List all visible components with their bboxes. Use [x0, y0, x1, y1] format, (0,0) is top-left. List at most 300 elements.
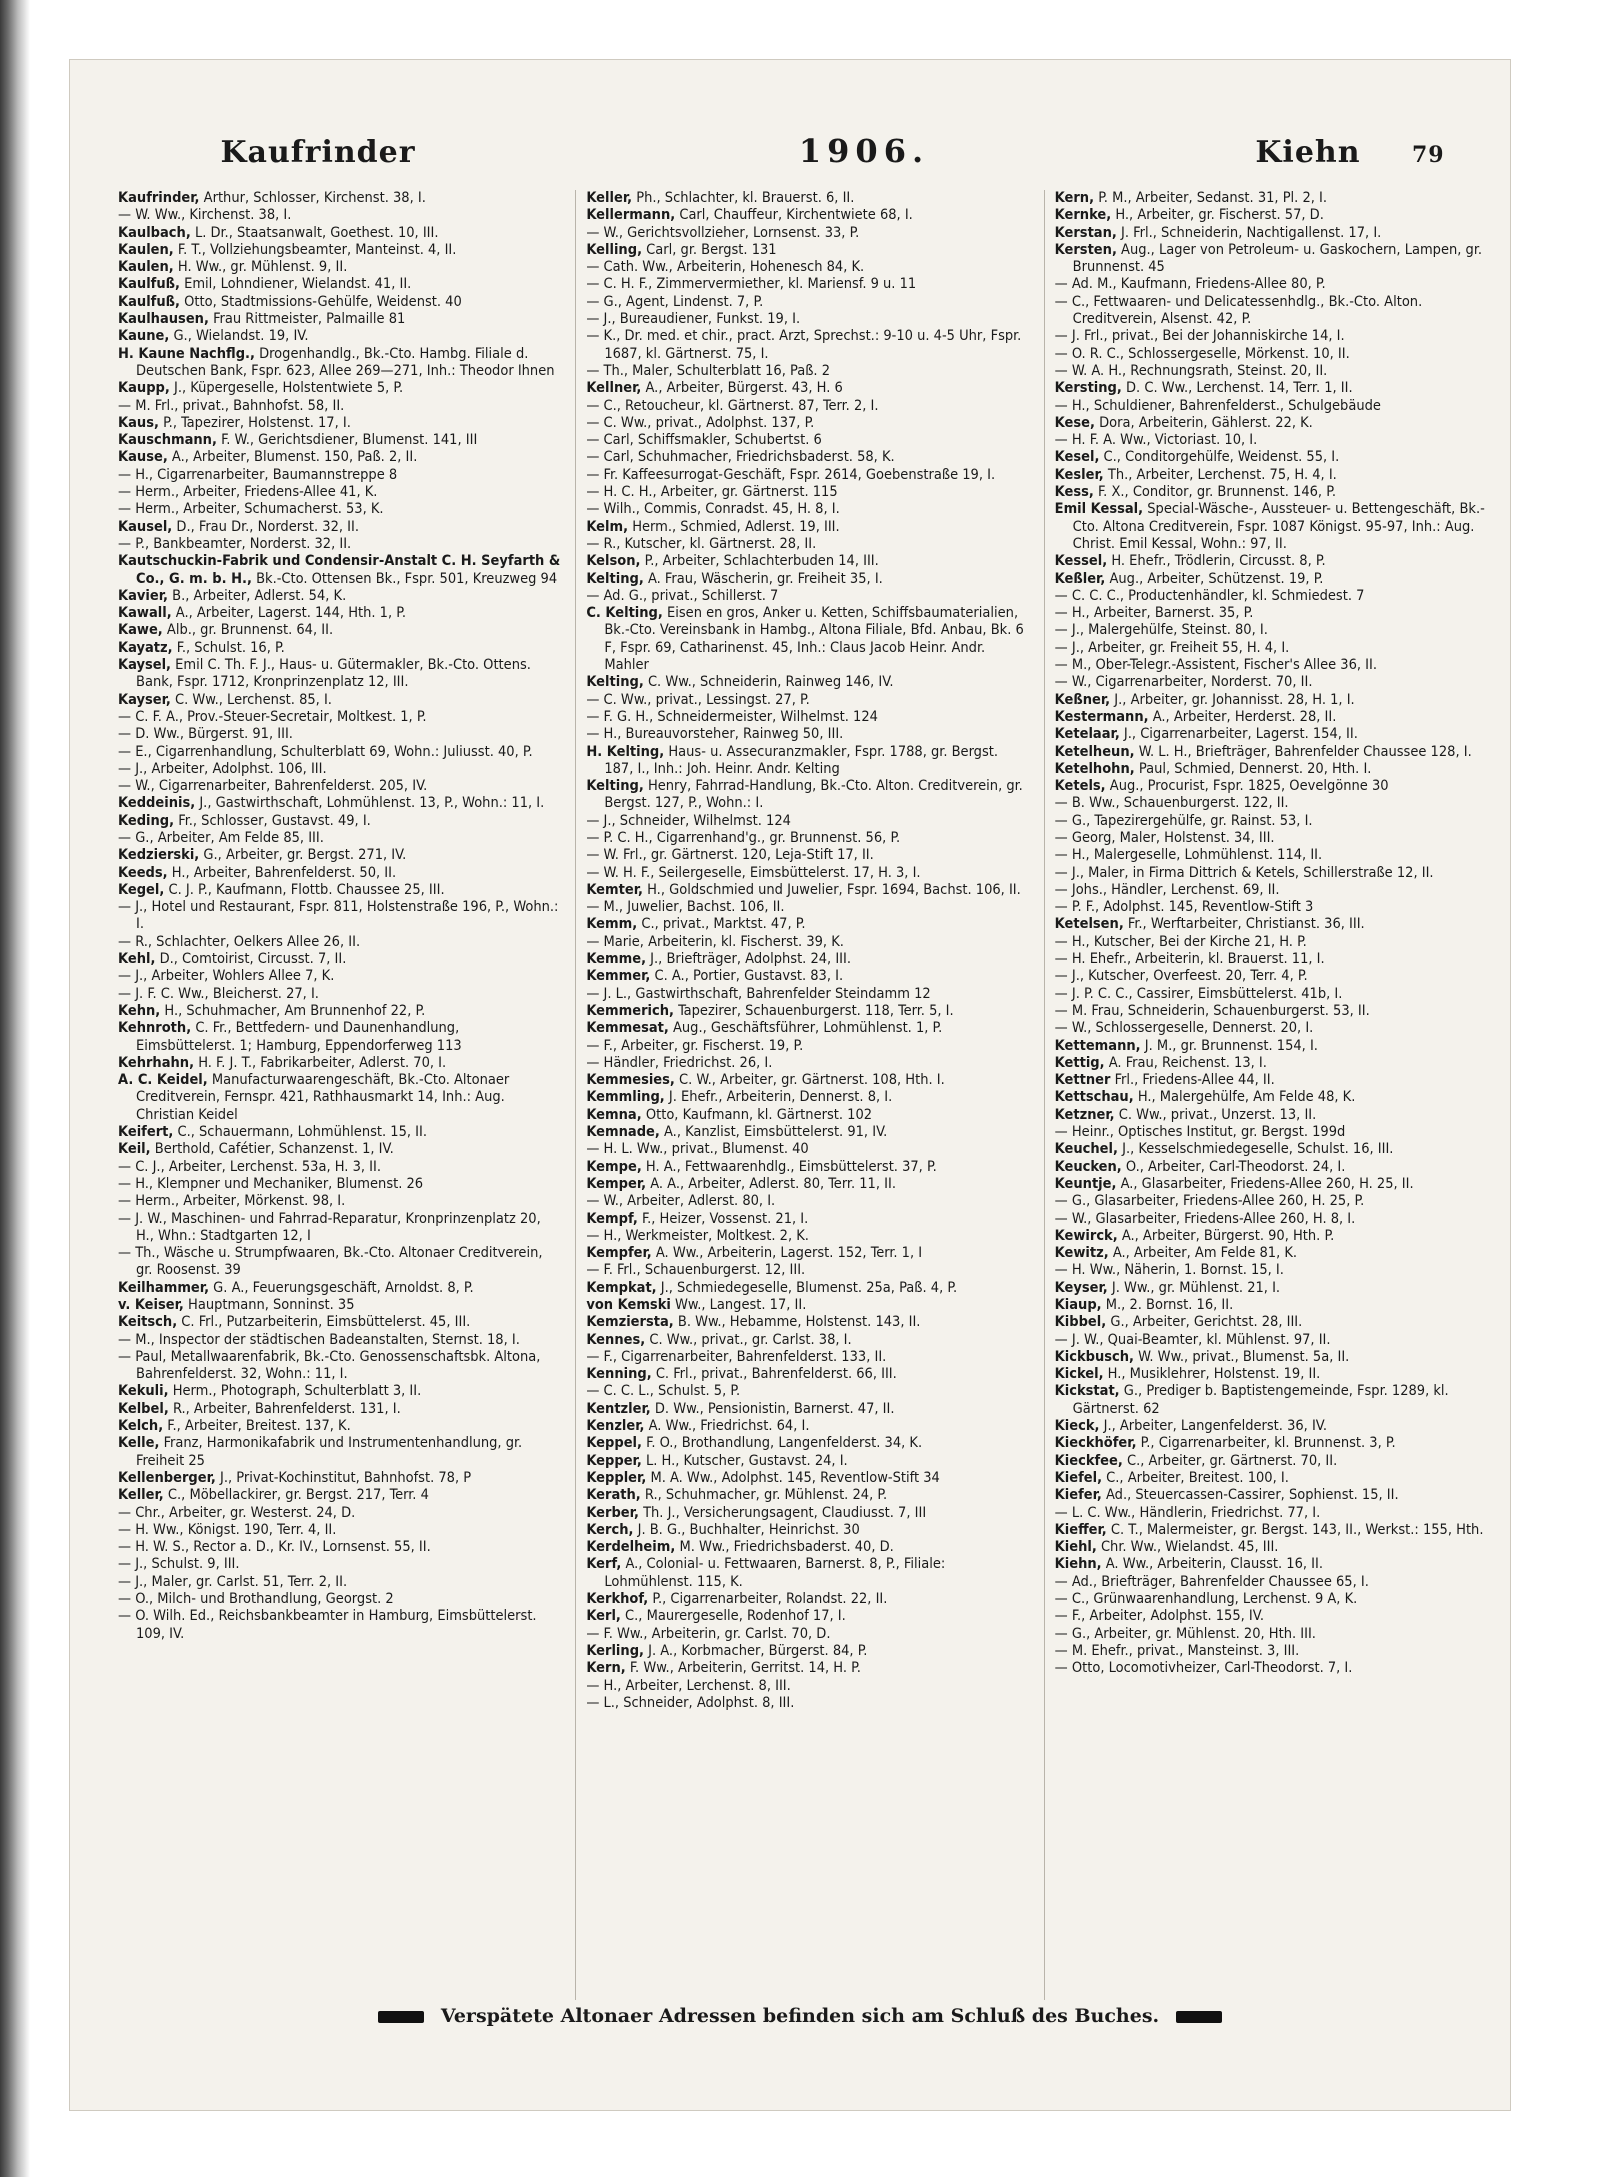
entry-name: Kayser, — [118, 691, 171, 708]
directory-entry — [1055, 276, 1498, 293]
directory-entry — [586, 899, 1029, 916]
directory-entry — [118, 1487, 561, 1504]
entry-name: Kiaup, — [1054, 1297, 1102, 1313]
entry-name: Kemmesies, — [586, 1072, 675, 1089]
directory-entry — [118, 1332, 561, 1349]
directory-entry — [118, 640, 561, 657]
directory-entry — [1055, 795, 1498, 812]
directory-entry — [118, 986, 561, 1003]
entry-name: Kickbusch, — [1054, 1348, 1135, 1365]
directory-entry — [118, 311, 561, 328]
entry-details: F., Heizer, Vossenst. 21, I. — [637, 1210, 809, 1227]
page-number: 79 — [1411, 142, 1445, 168]
entry-details: — G., Arbeiter, gr. Mühlenst. 20, Hth. III. — [1054, 1625, 1316, 1642]
entry-details: Aug., Geschäftsführer, Lohmühlenst. 1, P. — [668, 1020, 943, 1037]
entry-details: H., Musiklehrer, Holstenst. 19, II. — [1103, 1366, 1321, 1383]
directory-entry — [118, 795, 561, 812]
directory-entry — [586, 1349, 1029, 1366]
directory-entry — [118, 968, 561, 985]
entry-name: Kedzierski, — [118, 847, 200, 864]
directory-entry — [118, 847, 561, 864]
entry-name: Kese, — [1054, 414, 1095, 431]
directory-entry — [1055, 778, 1498, 795]
entry-details: Chr. Ww., Wielandst. 45, III. — [1096, 1539, 1279, 1556]
entry-name: Kehrhahn, — [118, 1054, 195, 1071]
directory-entry — [586, 415, 1029, 432]
entry-details: C. Frl., privat., Bahrenfelderst. 66, III. — [651, 1366, 897, 1383]
directory-entry — [1055, 986, 1498, 1003]
entry-name: Kenzler, — [586, 1418, 645, 1435]
directory-entry — [118, 1176, 561, 1193]
entry-name: Kiehn, — [1054, 1556, 1102, 1573]
entry-details: J., Küpergeselle, Holstentwiete 5, P. — [169, 380, 404, 397]
directory-entry — [118, 1124, 561, 1141]
entry-details: Otto, Kaufmann, kl. Gärtnerst. 102 — [641, 1106, 873, 1123]
directory-entry — [1055, 709, 1498, 726]
directory-entry — [586, 1539, 1029, 1556]
entry-details: W. L. H., Briefträger, Bahrenfelder Chaussee 128, I. — [1134, 743, 1472, 760]
entry-details: — F., Cigarrenarbeiter, Bahrenfelderst. 133, II. — [586, 1348, 887, 1365]
directory-entry — [118, 1435, 561, 1470]
entry-name: Kern, — [586, 1660, 626, 1677]
entry-details: — W., Arbeiter, Adlerst. 80, I. — [586, 1193, 776, 1210]
directory-entry — [118, 276, 561, 293]
entry-name: H. Kelting, — [586, 743, 665, 760]
entry-details: — E., Cigarrenhandlung, Schulterblatt 69, Wohn.: Juliusst. 40, P. — [118, 743, 533, 760]
entry-details: J. Frl., Schneiderin, Nachtigallenst. 17, I. — [1116, 224, 1382, 241]
directory-entry — [118, 588, 561, 605]
directory-entry — [118, 432, 561, 449]
entry-details: — P. F., Adolphst. 145, Reventlow-Stift 3 — [1054, 899, 1314, 916]
entry-name: Keßner, — [1054, 691, 1111, 708]
directory-entry — [1055, 1020, 1498, 1037]
entry-details: H., Malergehülfe, Am Felde 48, K. — [1133, 1089, 1356, 1106]
entry-name: Kewirck, — [1054, 1227, 1118, 1244]
entry-details: F., Arbeiter, Breitest. 137, K. — [163, 1418, 351, 1435]
entry-name: H. Kaune Nachflg., — [118, 345, 255, 362]
entry-details: — B. Ww., Schauenburgerst. 122, II. — [1054, 795, 1289, 812]
entry-details: — W., Gerichtsvollzieher, Lornsenst. 33, P. — [586, 224, 860, 241]
directory-entry — [586, 1453, 1029, 1470]
directory-entry — [586, 207, 1029, 224]
entry-details: — Ad. G., privat., Schillerst. 7 — [586, 587, 779, 604]
entry-details: — F., Arbeiter, Adolphst. 155, IV. — [1054, 1608, 1264, 1625]
entry-details: A. Ww., Arbeiterin, Clausst. 16, II. — [1101, 1556, 1323, 1573]
directory-entry — [1055, 1505, 1498, 1522]
entry-name: Kerdelheim, — [586, 1539, 676, 1556]
entry-name: Kemnade, — [586, 1124, 660, 1141]
entry-details: R., Schuhmacher, gr. Mühlenst. 24, P. — [640, 1487, 888, 1504]
entry-details: — L., Schneider, Adolphst. 8, III. — [586, 1694, 795, 1711]
directory-entry — [1055, 726, 1498, 743]
entry-details: Franz, Harmonikafabrik und Instrumentenhandlung, gr. Freiheit 25 — [136, 1435, 523, 1469]
columns — [118, 190, 1498, 2000]
entry-name: Kerstan, — [1054, 224, 1117, 241]
directory-entry — [1055, 674, 1498, 691]
entry-name: Kaune, — [118, 328, 170, 345]
entry-details: D. C. Ww., Lerchenst. 14, Terr. 1, II. — [1121, 380, 1353, 397]
entry-name: Keller, — [118, 1487, 164, 1504]
entry-details: O., Arbeiter, Carl-Theodorst. 24, I. — [1121, 1158, 1346, 1175]
directory-entry — [1055, 467, 1498, 484]
entry-details: C. T., Malermeister, gr. Bergst. 143, II., Werkst.: 155, Hth. — [1106, 1521, 1484, 1538]
entry-details: — C., Retoucheur, kl. Gärtnerst. 87, Terr. 2, I. — [586, 397, 879, 414]
directory-entry — [1055, 588, 1498, 605]
column-2 — [575, 190, 1029, 2000]
entry-details: Manufacturwaarengeschäft, Bk.-Cto. Altonaer Creditverein, Fernspr. 421, Rathhausmarkt 14, Inh.: Aug. Christian Keidel — [136, 1072, 510, 1123]
directory-entry — [118, 1020, 561, 1055]
directory-page — [70, 60, 1510, 2110]
entry-details: — G., Tapezirergehülfe, gr. Rainst. 53, I. — [1054, 812, 1313, 829]
entry-details: Ph., Schlachter, kl. Brauerst. 6, II. — [632, 190, 855, 206]
entry-details: C., Maurergeselle, Rodenhof 17, I. — [620, 1608, 846, 1625]
entry-details: — M., Inspector der städtischen Badeanstalten, Sternst. 18, I. — [118, 1331, 520, 1348]
directory-entry — [1055, 1141, 1498, 1158]
entry-details: — Paul, Metallwaarenfabrik, Bk.-Cto. Genossenschaftsbk. Altona, Bahrenfelderst. 32, Wohn.: 11, I. — [118, 1348, 541, 1383]
entry-name: Kettschau, — [1054, 1089, 1134, 1106]
entry-details: — G., Arbeiter, Am Felde 85, III. — [118, 829, 324, 846]
entry-details: Tapezirer, Schauenburgerst. 118, Terr. 5, I. — [673, 1002, 954, 1019]
entry-details: — Carl, Schuhmacher, Friedrichsbaderst. 58, K. — [586, 449, 895, 466]
entry-details: H., Arbeiter, gr. Fischerst. 57, D. — [1111, 207, 1324, 224]
directory-entry — [1055, 1556, 1498, 1573]
entry-name: Ketzner, — [1054, 1106, 1115, 1123]
entry-name: Keppel, — [586, 1435, 642, 1452]
directory-entry — [586, 294, 1029, 311]
directory-entry — [586, 1366, 1029, 1383]
directory-entry — [1055, 207, 1498, 224]
entry-details: — H. Ehefr., Arbeiterin, kl. Brauerst. 11, I. — [1054, 951, 1325, 968]
entry-details: Arthur, Schlosser, Kirchenst. 38, I. — [199, 190, 426, 206]
entry-name: Kennes, — [586, 1331, 646, 1348]
entry-details: W. Ww., privat., Blumenst. 5a, II. — [1134, 1348, 1350, 1365]
directory-entry — [586, 1487, 1029, 1504]
entry-details: J., Arbeiter, Langenfelderst. 36, IV. — [1099, 1418, 1327, 1435]
entry-name: Kelm, — [586, 518, 629, 535]
directory-entry — [1055, 1003, 1498, 1020]
entry-name: Keil, — [118, 1141, 151, 1158]
entry-details: A., Arbeiter, Am Felde 81, K. — [1108, 1245, 1298, 1262]
directory-entry — [586, 1695, 1029, 1712]
entry-details: — H., Schuldiener, Bahrenfelderst., Schulgebäude — [1054, 397, 1381, 414]
footer-note — [290, 2005, 1310, 2027]
entry-details: B. Ww., Hebamme, Holstenst. 143, II. — [673, 1314, 921, 1331]
pointing-hand-icon — [1176, 2011, 1222, 2023]
directory-entry — [586, 1211, 1029, 1228]
entry-details: Special-Wäsche-, Aussteuer- u. Bettengeschäft, Bk.-Cto. Altona Creditverein, Fspr. 1087 Königst. 95-97, Inh.: Aug. Christ. Emil Kessal, Wohn.: 97, II. — [1072, 501, 1485, 552]
directory-entry — [1055, 605, 1498, 622]
directory-entry — [586, 190, 1029, 207]
entry-details: A. Frau, Reichenst. 13, I. — [1104, 1054, 1267, 1071]
entry-details: Carl, Chauffeur, Kirchentwiete 68, I. — [675, 207, 913, 224]
entry-details: Paul, Schmied, Dennerst. 20, Hth. I. — [1134, 760, 1372, 777]
entry-details: — Cath. Ww., Arbeiterin, Hohenesch 84, K. — [586, 259, 865, 276]
entry-details: — J. P. C. C., Cassirer, Eimsbüttelerst. 41b, I. — [1054, 985, 1343, 1002]
directory-entry — [118, 1211, 561, 1246]
entry-details: — F. G. H., Schneidermeister, Wilhelmst. 124 — [586, 708, 878, 725]
entry-details: — W., Glasarbeiter, Friedens-Allee 260, H. 8, I. — [1054, 1210, 1356, 1227]
directory-entry — [586, 1159, 1029, 1176]
entry-name: Kawall, — [118, 605, 172, 622]
entry-name: Kibbel, — [1054, 1314, 1107, 1331]
entry-name: Kessel, — [1054, 553, 1108, 570]
directory-entry — [118, 1072, 561, 1124]
entry-name: Ketels, — [1054, 778, 1106, 795]
entry-name: Keitsch, — [118, 1314, 178, 1331]
directory-entry — [1055, 657, 1498, 674]
entry-details: Frau Rittmeister, Palmaille 81 — [208, 311, 406, 328]
entry-name: Kemmerich, — [586, 1002, 674, 1019]
directory-entry — [1055, 1038, 1498, 1055]
entry-name: Kelbel, — [118, 1400, 169, 1417]
directory-entry — [586, 1193, 1029, 1210]
entry-name: Kellenberger, — [118, 1469, 216, 1486]
directory-entry — [1055, 1591, 1498, 1608]
entry-details: — O., Milch- und Brothandlung, Georgst. 2 — [118, 1591, 394, 1608]
directory-entry — [118, 1055, 561, 1072]
entry-name: Kernke, — [1054, 207, 1112, 224]
directory-entry — [586, 484, 1029, 501]
entry-name: Kerf, — [586, 1556, 622, 1573]
directory-entry — [586, 276, 1029, 293]
directory-entry — [586, 1280, 1029, 1297]
directory-entry — [118, 398, 561, 415]
directory-entry — [586, 1591, 1029, 1608]
entry-name: Kerl, — [586, 1608, 621, 1625]
entry-details: G., Arbeiter, Gerichtst. 28, III. — [1106, 1314, 1303, 1331]
entry-details: — J., Kutscher, Overfeest. 20, Terr. 4, P. — [1054, 968, 1308, 985]
directory-entry — [586, 380, 1029, 397]
directory-entry — [1055, 1159, 1498, 1176]
entry-details: M. Ww., Friedrichsbaderst. 40, D. — [675, 1539, 894, 1556]
entry-name: Keyser, — [1054, 1279, 1108, 1296]
entry-details: — M., Juwelier, Bachst. 106, II. — [586, 899, 785, 916]
directory-entry — [586, 1470, 1029, 1487]
directory-entry — [118, 484, 561, 501]
entry-details: — J. L., Gastwirthschaft, Bahrenfelder Steindamm 12 — [586, 985, 931, 1002]
entry-details: — H. Ww., Näherin, 1. Bornst. 15, I. — [1054, 1262, 1284, 1279]
entry-details: — J., Hotel und Restaurant, Fspr. 811, Holstenstraße 196, P., Wohn.: I. — [118, 899, 559, 933]
directory-entry — [118, 934, 561, 951]
directory-entry — [1055, 1660, 1498, 1677]
entry-details: — L. C. Ww., Händlerin, Friedrichst. 77, I. — [1054, 1504, 1321, 1521]
entry-name: Kelting, — [586, 674, 644, 691]
directory-entry — [1055, 1383, 1498, 1418]
directory-entry — [1055, 1453, 1498, 1470]
entry-details: Fr., Werftarbeiter, Christianst. 36, III. — [1123, 916, 1365, 933]
directory-entry — [1055, 1574, 1498, 1591]
directory-entry — [118, 207, 561, 224]
entry-details: — J. W., Quai-Beamter, kl. Mühlenst. 97, II. — [1054, 1331, 1331, 1348]
entry-name: Kautschuckin-Fabrik und Condensir-Anstalt C. H. Seyfarth & Co., G. m. b. H., — [118, 553, 561, 587]
entry-name: Kenning, — [586, 1366, 652, 1383]
directory-entry — [118, 813, 561, 830]
directory-entry — [586, 1089, 1029, 1106]
entry-details: Th., Arbeiter, Lerchenst. 75, H. 4, I. — [1103, 466, 1337, 483]
entry-name: Kentzler, — [586, 1400, 651, 1417]
entry-name: Kettig, — [1054, 1054, 1105, 1071]
entry-details: Aug., Arbeiter, Schützenst. 19, P. — [1105, 570, 1324, 587]
entry-details: — W. A. H., Rechnungsrath, Steinst. 20, II. — [1054, 362, 1328, 379]
entry-details: C., Arbeiter, gr. Gärtnerst. 70, II. — [1122, 1452, 1338, 1469]
entry-details: Bk.-Cto. Ottensen Bk., Fspr. 501, Kreuzweg 94 — [251, 570, 558, 587]
column-3 — [1044, 190, 1498, 2000]
entry-details: — H., Arbeiter, Lerchenst. 8, III. — [586, 1677, 791, 1694]
entry-name: Kelch, — [118, 1418, 164, 1435]
entry-details: — F., Arbeiter, gr. Fischerst. 19, P. — [586, 1037, 804, 1054]
entry-details: — G., Agent, Lindenst. 7, P. — [586, 293, 764, 310]
entry-details: — J., Maler, in Firma Dittrich & Ketels, Schillerstraße 12, II. — [1054, 864, 1434, 881]
directory-entry — [1055, 1280, 1498, 1297]
entry-details: Hauptmann, Sonninst. 35 — [183, 1297, 355, 1313]
entry-details: — J., Arbeiter, Wohlers Allee 7, K. — [118, 968, 335, 985]
directory-entry — [586, 865, 1029, 882]
entry-details: — J., Bureaudiener, Funkst. 19, I. — [586, 311, 801, 328]
directory-entry — [118, 1280, 561, 1297]
entry-details: C. Ww., Schneiderin, Rainweg 146, IV. — [643, 674, 894, 691]
directory-entry — [586, 1678, 1029, 1695]
directory-entry — [586, 1522, 1029, 1539]
directory-entry — [118, 380, 561, 397]
entry-name: Kaulhausen, — [118, 311, 209, 328]
directory-entry — [586, 242, 1029, 259]
directory-entry — [1055, 225, 1498, 242]
directory-entry — [1055, 968, 1498, 985]
directory-entry — [586, 934, 1029, 951]
entry-name: Kemme, — [586, 951, 647, 968]
directory-entry — [586, 778, 1029, 813]
entry-details: — W. H. F., Seilergeselle, Eimsbüttelerst. 17, H. 3, I. — [586, 864, 921, 881]
entry-name: Kiefer, — [1054, 1487, 1102, 1504]
directory-entry — [1055, 294, 1498, 329]
directory-entry — [118, 1505, 561, 1522]
entry-details: — C. F. A., Prov.-Steuer-Secretair, Moltkest. 1, P. — [118, 708, 427, 725]
directory-entry — [1055, 622, 1498, 639]
directory-entry — [118, 259, 561, 276]
entry-details: — P., Bankbeamter, Norderst. 32, II. — [118, 535, 352, 552]
running-head-right-text: Kiehn — [1255, 135, 1361, 170]
entry-details: — F. Ww., Arbeiterin, gr. Carlst. 70, D. — [586, 1625, 831, 1642]
directory-entry — [586, 674, 1029, 691]
directory-entry — [118, 1314, 561, 1331]
directory-entry — [586, 553, 1029, 570]
directory-entry — [1055, 1107, 1498, 1124]
directory-entry — [118, 622, 561, 639]
entry-details: H., Arbeiter, Bahrenfelderst. 50, II. — [167, 864, 397, 881]
entry-details: — W., Schlossergeselle, Dennerst. 20, I. — [1054, 1020, 1314, 1037]
entry-details: J., Schmiedegeselle, Blumenst. 25a, Paß. 4, P. — [656, 1279, 958, 1296]
entry-details: Herm., Schmied, Adlerst. 19, III. — [628, 518, 840, 535]
directory-entry — [1055, 1608, 1498, 1625]
column-1 — [118, 190, 561, 2000]
entry-details: — Th., Maler, Schulterblatt 16, Paß. 2 — [586, 362, 831, 379]
entry-details: H. F. J. T., Fabrikarbeiter, Adlerst. 70, I. — [194, 1054, 447, 1071]
directory-entry — [586, 1262, 1029, 1279]
directory-entry — [118, 1349, 561, 1384]
directory-entry — [1055, 1072, 1498, 1089]
entry-details: — H. L. Ww., privat., Blumenst. 40 — [586, 1141, 809, 1158]
directory-entry — [1055, 1349, 1498, 1366]
entry-details: — H., Kutscher, Bei der Kirche 21, H. P. — [1054, 933, 1307, 950]
entry-details: C. Fr., Bettfedern- und Daunenhandlung, Eimsbüttelerst. 1; Hamburg, Eppendorferweg 113 — [136, 1020, 462, 1054]
directory-entry — [1055, 1522, 1498, 1539]
directory-entry — [586, 1556, 1029, 1591]
entry-details: H. A., Fettwaarenhdlg., Eimsbüttelerst. 37, P. — [641, 1158, 937, 1175]
entry-details: — J., Schulst. 9, III. — [118, 1556, 240, 1573]
directory-entry — [1055, 1297, 1498, 1314]
entry-details: — J., Maler, gr. Carlst. 51, Terr. 2, II. — [118, 1573, 348, 1590]
entry-name: Kehl, — [118, 951, 156, 968]
entry-name: Keuntje, — [1054, 1175, 1117, 1192]
directory-entry — [118, 726, 561, 743]
entry-details: — C. Ww., privat., Lessingst. 27, P. — [586, 691, 810, 708]
directory-entry — [118, 501, 561, 518]
entry-details: — M. Ehefr., privat., Mansteinst. 3, III. — [1054, 1642, 1300, 1659]
entry-name: Keding, — [118, 812, 175, 829]
entry-details: M. A. Ww., Adolphst. 145, Reventlow-Stift 34 — [646, 1469, 940, 1486]
entry-details: — Georg, Maler, Holstenst. 34, III. — [1054, 829, 1275, 846]
directory-entry — [586, 847, 1029, 864]
directory-entry — [1055, 847, 1498, 864]
directory-entry — [1055, 501, 1498, 553]
entry-name: Kemmesat, — [586, 1020, 669, 1037]
directory-entry — [586, 363, 1029, 380]
directory-entry — [118, 865, 561, 882]
entry-details: Emil C. Th. F. J., Haus- u. Gütermakler, Bk.-Cto. Ottens. Bank, Fspr. 1712, Kronprinzenplatz 12, III. — [136, 657, 531, 691]
entry-details: Frl., Friedens-Allee 44, II. — [1110, 1072, 1275, 1089]
directory-entry — [118, 882, 561, 899]
entry-details: — D. Ww., Bürgerst. 91, III. — [118, 726, 293, 743]
directory-entry — [118, 346, 561, 381]
entry-details: C., Schauermann, Lohmühlenst. 15, II. — [173, 1124, 427, 1141]
directory-entry — [1055, 813, 1498, 830]
entry-details: Aug., Procurist, Fspr. 1825, Oevelgönne 30 — [1105, 778, 1389, 795]
directory-entry — [586, 571, 1029, 588]
entry-name: Ketelsen, — [1054, 916, 1124, 933]
directory-entry — [586, 968, 1029, 985]
entry-details: Ww., Langest. 17, II. — [670, 1297, 807, 1313]
entry-details: Carl, gr. Bergst. 131 — [642, 241, 777, 258]
entry-name: Kehn, — [118, 1002, 161, 1019]
entry-details: Haus- u. Assecuranzmakler, Fspr. 1788, gr. Bergst. 187, I., Inh.: Joh. Heinr. Andr. Kelting — [604, 743, 999, 777]
entry-details: C., Arbeiter, Breitest. 100, I. — [1102, 1469, 1289, 1486]
entry-name: Kegel, — [118, 881, 165, 898]
entry-name: Kemziersta, — [586, 1314, 674, 1331]
entry-name: Kemna, — [586, 1106, 642, 1123]
entry-name: C. Kelting, — [586, 605, 663, 622]
entry-name: Kerch, — [586, 1521, 634, 1538]
directory-entry — [1055, 1314, 1498, 1331]
directory-entry — [118, 1470, 561, 1487]
entry-name: Kaulbach, — [118, 224, 191, 241]
entry-name: Kickstat, — [1054, 1383, 1120, 1400]
entry-name: Keifert, — [118, 1124, 174, 1141]
entry-details: H. Ehefr., Trödlerin, Circusst. 8, P. — [1107, 553, 1326, 570]
entry-details: A. A., Arbeiter, Adlerst. 80, Terr. 11, II. — [646, 1175, 896, 1192]
directory-entry — [586, 588, 1029, 605]
directory-entry — [118, 294, 561, 311]
entry-details: F. T., Vollziehungsbeamter, Manteinst. 4, II. — [173, 241, 457, 258]
running-head-right — [1210, 135, 1490, 170]
entry-details: — C., Fettwaaren- und Delicatessenhdlg., Bk.-Cto. Alton. Creditverein, Alsenst. 42, P. — [1054, 293, 1423, 328]
entry-name: Kesel, — [1054, 449, 1100, 466]
directory-entry — [1055, 328, 1498, 345]
entry-details: F. O., Brothandlung, Langenfelderst. 34, K. — [642, 1435, 923, 1452]
entry-details: — Heinr., Optisches Institut, gr. Bergst. 199d — [1054, 1124, 1346, 1141]
entry-details: J. M., gr. Brunnenst. 154, I. — [1140, 1037, 1318, 1054]
entry-name: Ketelhohn, — [1054, 760, 1135, 777]
directory-entry — [586, 1505, 1029, 1522]
